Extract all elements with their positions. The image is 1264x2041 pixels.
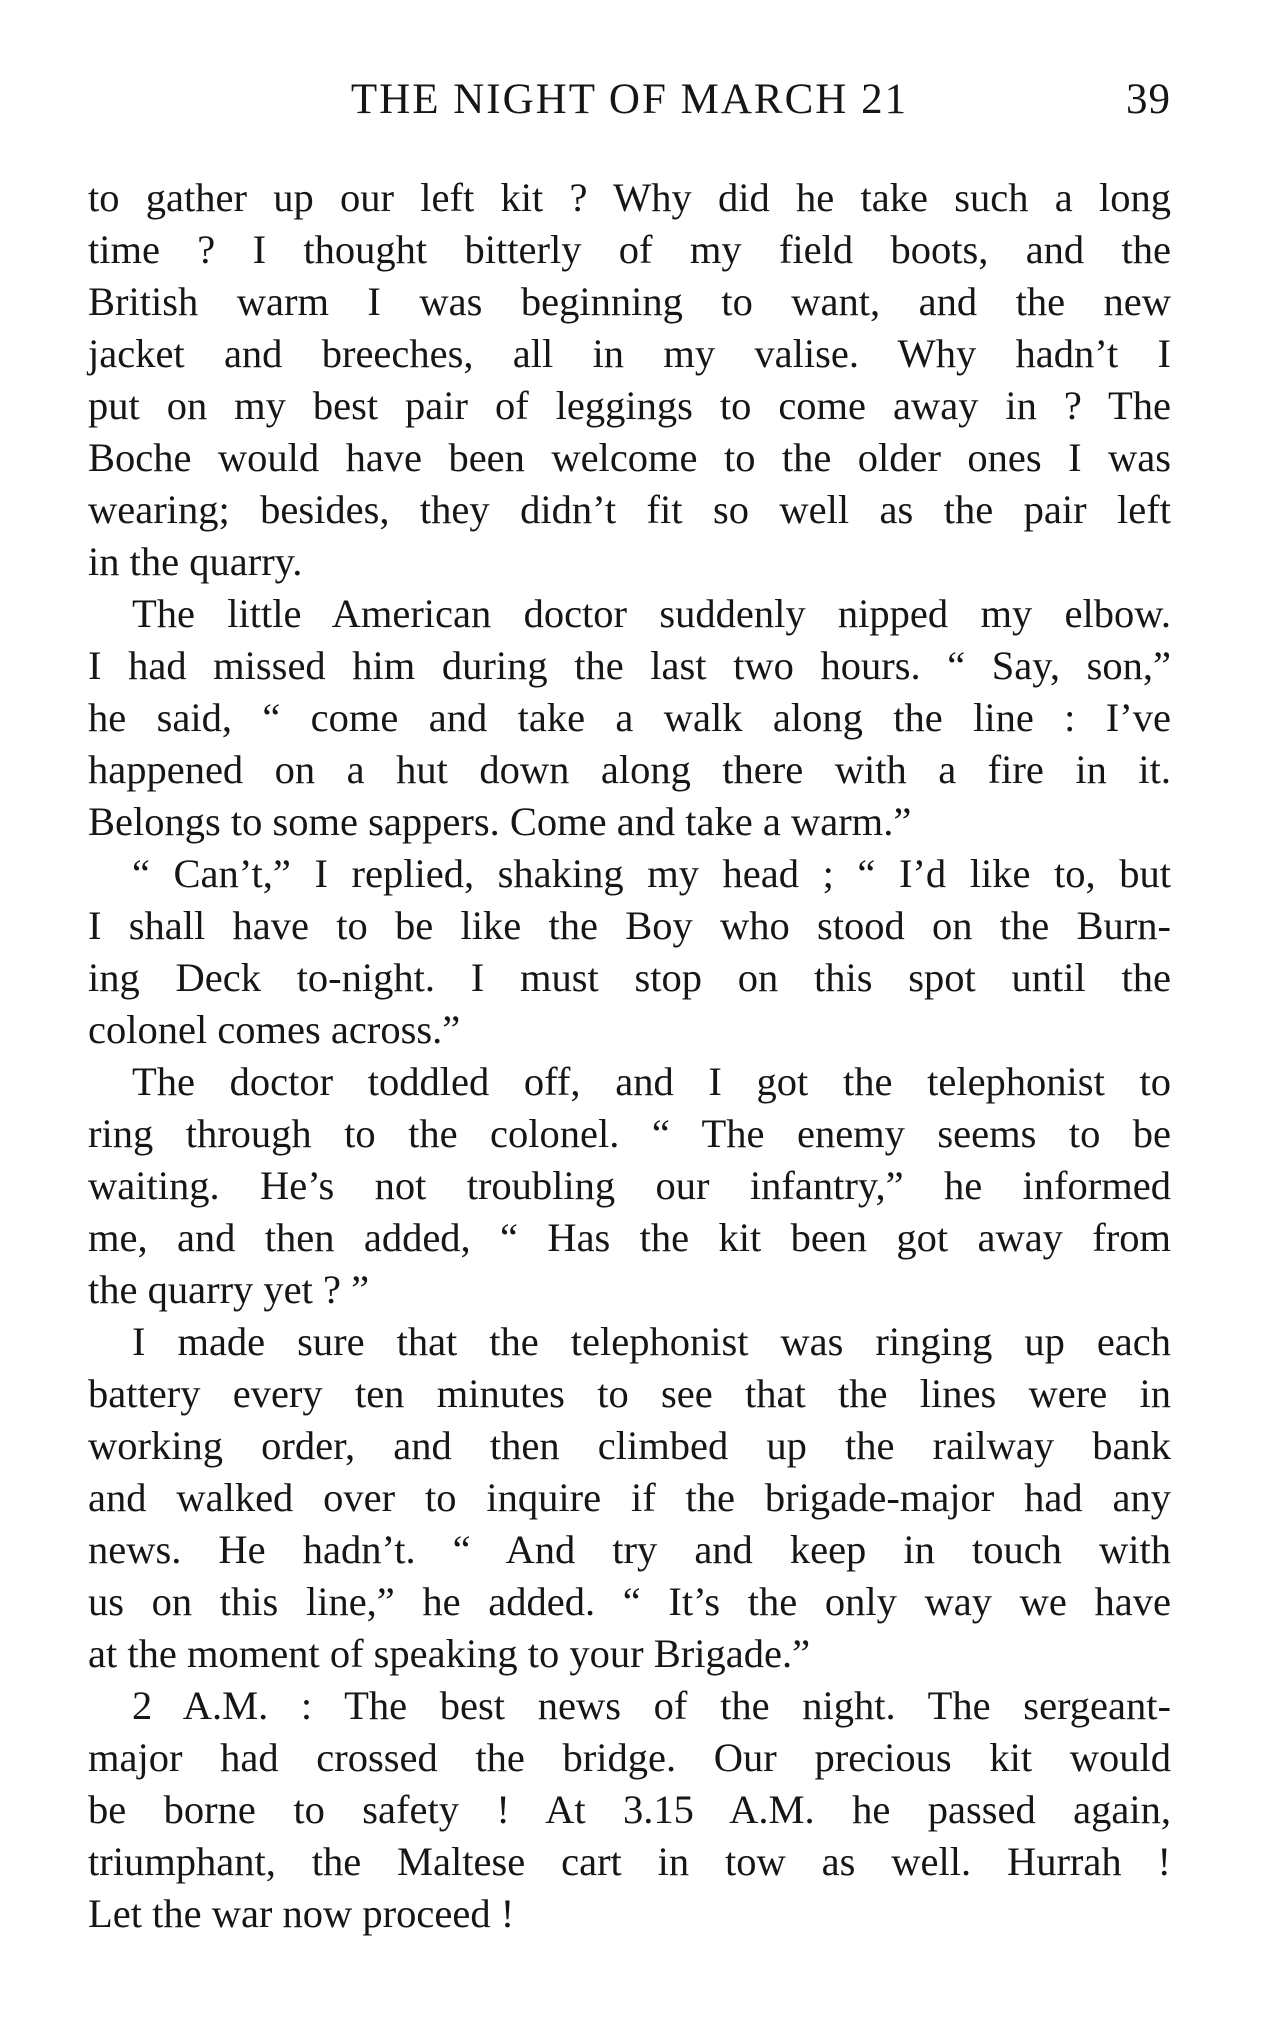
text-line: I had missed him during the last two hours. “ Say, son,”: [88, 643, 1171, 688]
text-line: us on this line,” he added. “ It’s the only way we have: [88, 1579, 1171, 1624]
text-line: Belongs to some sappers. Come and take a warm.”: [88, 799, 912, 844]
page-number: 39: [1126, 76, 1171, 123]
body-text: [88, 172, 1171, 1940]
running-head: [88, 70, 1171, 130]
text-line: be borne to safety ! At 3.15 A.M. he passed again,: [88, 1787, 1171, 1832]
text-line: waiting. He’s not troubling our infantry,” he informed: [88, 1163, 1171, 1208]
text-line: working order, and then climbed up the railway bank: [88, 1423, 1171, 1468]
text-line: at the moment of speaking to your Brigade.”: [88, 1631, 811, 1676]
chapter-title: THE NIGHT OF MARCH 21: [350, 76, 909, 123]
text-line: the quarry yet ? ”: [88, 1267, 370, 1312]
text-line: to gather up our left kit ? Why did he take such a long: [88, 175, 1171, 220]
text-line: “ Can’t,” I replied, shaking my head ; “ I’d like to, but: [132, 851, 1171, 896]
text-line: ring through to the colonel. “ The enemy seems to be: [88, 1111, 1171, 1156]
text-line: 2 A.M. : The best news of the night. The sergeant-: [132, 1683, 1171, 1728]
text-line: me, and then added, “ Has the kit been got away from: [88, 1215, 1171, 1260]
text-line: The doctor toddled off, and I got the telephonist to: [132, 1059, 1171, 1104]
text-line: I shall have to be like the Boy who stood on the Burn-: [88, 903, 1171, 948]
text-line: British warm I was beginning to want, and the new: [88, 279, 1171, 324]
text-line: ing Deck to-night. I must stop on this spot until the: [88, 955, 1171, 1000]
text-line: I made sure that the telephonist was ringing up each: [132, 1319, 1171, 1364]
text-line: jacket and breeches, all in my valise. Why hadn’t I: [88, 331, 1171, 376]
text-line: put on my best pair of leggings to come away in ? The: [88, 383, 1171, 428]
text-line: and walked over to inquire if the brigade-major had any: [88, 1475, 1171, 1520]
text-line: happened on a hut down along there with a fire in it.: [88, 747, 1171, 792]
text-line: wearing; besides, they didn’t fit so well as the pair left: [88, 487, 1171, 532]
text-line: battery every ten minutes to see that the lines were in: [88, 1371, 1171, 1416]
text-line: in the quarry.: [88, 539, 303, 584]
text-line: The little American doctor suddenly nipped my elbow.: [132, 591, 1171, 636]
text-line: Boche would have been welcome to the older ones I was: [88, 435, 1171, 480]
text-line: time ? I thought bitterly of my field boots, and the: [88, 227, 1171, 272]
text-line: major had crossed the bridge. Our precious kit would: [88, 1735, 1171, 1780]
text-line: triumphant, the Maltese cart in tow as well. Hurrah !: [88, 1839, 1171, 1884]
text-line: news. He hadn’t. “ And try and keep in touch with: [88, 1527, 1171, 1572]
text-line: he said, “ come and take a walk along the line : I’ve: [88, 695, 1171, 740]
text-line: colonel comes across.”: [88, 1007, 461, 1052]
text-line: Let the war now proceed !: [88, 1891, 515, 1936]
